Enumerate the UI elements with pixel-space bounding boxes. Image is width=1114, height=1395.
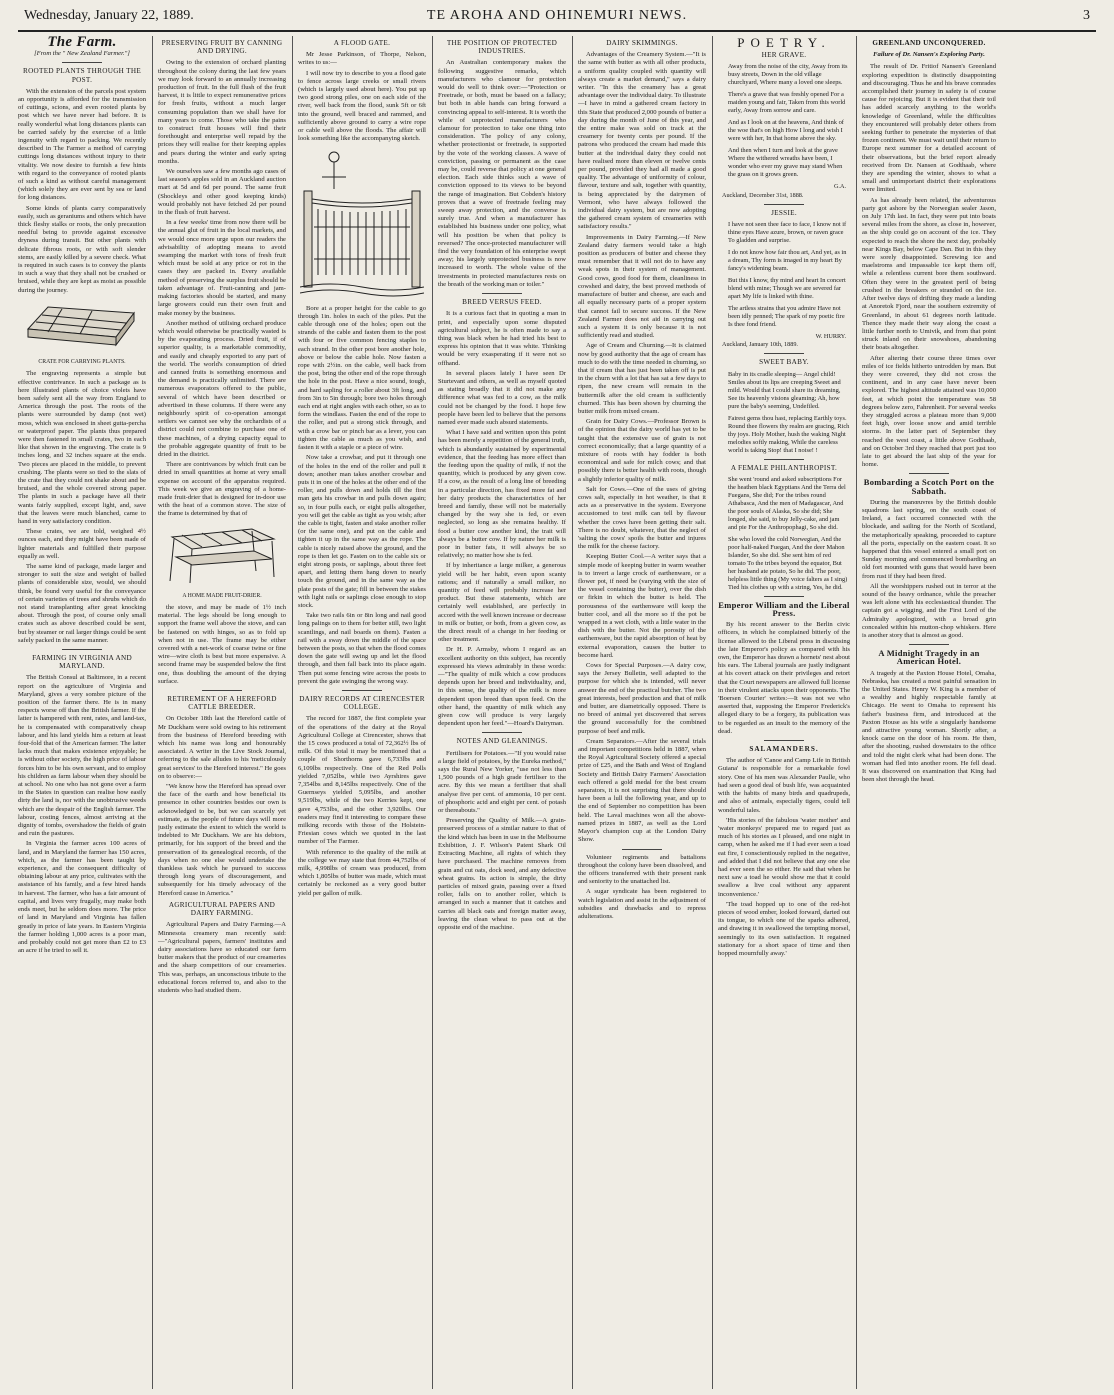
article-paragraph: The same kind of package, made larger and stronger to suit the size and weight of balled plants of considerable size, would, we should think, be found very useful for the conveyance of certain varieties of trees and shrubs which do not stand transplanting after great knocking about. Through the post, of course only small crates such as above described could be sent, but by steamer or rail larger things could be sent safely packed in the same manner. — [18, 562, 146, 644]
article-paragraph: I will now try to describe to you a flood gate to fence across large creeks or small rivers (which is largely used about here). You put up two good strong piles, one on each side of the river, well back from the flood, sunk 5ft or 6ft into the ground, well braced and rammed, and sufficiently above ground to carry a wire rope or cable well above the floods. The affair will look something like the accompanying sketch. — [298, 69, 426, 143]
poem-stanza: She went 'round and asked subscriptions For the heathen black Egyptians And the Terra del Fuegans, She did; For the tribes round Athabasca, And the men of Madagascar, And the poor souls of Alaska, So she did; She longed, she said, to buy Jelly-cake, and jam and pie For the Anthropophagi, So she did. — [728, 475, 846, 531]
divider — [909, 473, 949, 474]
article-paragraph: If by inheritance a large milker, a generous yield will be her habit, even upon scanty rations; and if naturally a small milker, no quantity of feed will probably increase her product. But these statements, which are certainly well established, are perfectly in accord with the well known increase or decrease in milk or butter, or both, from a given cow, as the direct result of a change in her feeding or other treatment. — [438, 562, 566, 644]
column-rule — [856, 36, 857, 1389]
fruit-drier-drawing — [162, 523, 282, 585]
poem-signature: G.A. — [833, 183, 846, 191]
poem-title: SWEET BABY. — [759, 358, 809, 367]
poem-stanza: There's a grave that was freshly opened For a maiden young and fair, Taken from this world early, Away from sorrow and care. — [728, 91, 846, 115]
page-number: 3 — [1083, 8, 1090, 23]
poem-stanza: Baby in its cradle sleeping— Angel child! Smiles about its lips are creeping Sweet and mild. Would that I could share its dreaming, See its heavenly visions gleaming; Ah, how pure the baby's seeming, Undefiled. — [728, 370, 841, 410]
article-paragraph: Owing to the extension of orchard planting throughout the colony during the last few years we may look forward to an annually increasing production of fruit. In the full flush of the fruit harvest, it is little to expect remunerative prices for fresh fruits, without a much larger consuming population than we shall have for many years to come. Those who take the pains to construct fruit houses will find their forethought and enterprise well repaid by the prices they will realise for their keeping apples and pears during the winter and early spring months. — [158, 59, 286, 165]
poem-stanza: And then when I turn and look at the grave Where the withered wreaths have been, I wonder who ever my grave may stand When the grass on it grows green. — [728, 147, 843, 179]
poem-stanza: The artless strains that you admire Have not been idly penned; The spark of my poetic fire Is thee fond friend. — [728, 305, 845, 329]
divider — [764, 596, 804, 597]
article-paragraph: Bore at a proper height for the cable to go through 1in. holes in each of the piles. Put the cable through one of the holes; open out the strands of the cable and fasten them to the post with four or five common fencing staples to each strand. In the other post bore another hole, above or below the cable hole. Now fasten a rope with 2½in. on the cable, well back from the post, bring the other end of the rope through the hole in the post. Have a nice sound, tough, and hard sapling for a roller about 3ft long, and from 3in to 5in through; bore two holes through each end at right angles with each other, so as to form the windlass. Fasten the end of the rope to the roller, and put a strong stick through, and with a crow bar or pinch bar as a lever, you can tighten the cable as much as you wish, and fasten it with a staple or a piece of wire. — [298, 304, 426, 452]
article-paragraph: A sugar syndicate has been registered to watch legislation and assist in the adjustment of subsidies and drawbacks and to repress adulterations. — [578, 888, 706, 920]
article-title: GREENLAND UNCONQUERED. — [872, 39, 986, 47]
column-rule — [432, 36, 433, 1389]
article-title: THE POSITION OF PROTECTED INDUSTRIES. — [446, 39, 558, 56]
poem-title: HER GRAVE. — [761, 51, 807, 60]
article-title: A FLOOD GATE. — [333, 39, 391, 47]
article-title: ROOTED PLANTS THROUGH THE POST. — [22, 67, 142, 84]
article-paragraph: Fertilisers for Potatoes.—"If you would raise a large field of potatoes, by the Eureka method," says the Rural New Yorker, "use not less than 1,500 pounds of a high grade fertiliser to the acre. By this we mean a fertiliser that shall analyse five per cent. of ammonia, 10 per cent. of phosphoric acid and eight per cent. of potash or thereabouts." — [438, 749, 566, 815]
article-title: RETIREMENT OF A HEREFORD CATTLE BREEDER. — [167, 695, 277, 712]
poem-stanza: Fairest gems thou hast, replacing Earthly toys. Round thee flowers thy realm are gracing, Rich thy joys. Holy Mother, hush the waking Night melodies softly making, While the careless world is taking Stop! that I noise! ! — [728, 414, 850, 454]
divider — [482, 293, 522, 294]
divider — [482, 732, 522, 733]
poem-dateline: Auckland, January 10th, 1889. — [722, 341, 798, 349]
article-paragraph: A tragedy at the Paxton House Hotel, Omaha, Nebraska, has created a most painful sensation in the United States. Henry W. King is a member of a wealthy and highly respectable family at Chicago. He went to Omaha to represent his father's business firm, and introduced at the Paxton House as his wife a singularly handsome and attractive young woman. Shortly after, a knock came on the door of his room. He then, after the shooting, rushed downstairs to the office and told the night clerk what had been done. The woman had fled into another room. He fell dead. It was discovered on examination that King had been shot through the head. — [862, 669, 996, 784]
poem-stanza: And as I look on at the heavens, And think of the woe that's on high How I long and wish I were with her, In that home above the sky. — [728, 119, 844, 143]
poem-title: A FEMALE PHILANTHROPIST. — [730, 463, 838, 472]
divider — [764, 353, 804, 354]
article-paragraph: The engraving represents a simple but effective contrivance. In such a package as is here illustrated plants of choice violets have been safely sent all the way from England to America through the post. The roots of the plants were surrounded by damp (not wet) moss, which was enclosed in sheet gutta-percha or waterproof paper. The plants thus prepared were then fastened in small crates, two in each like that shown in the engraving. The crate is 9 inches long, and 32 inches square at the ends. Two pieces are placed in the middle, to prevent crushing. The plants were so tied to the slats of the crate that they could not shake about and be bruised, and the whole covered strong paper. The plants in such a package have all their wants fairly supplied, except light, and, save that the leaves were much blanched, came to hand in very satisfactory condition. — [18, 370, 146, 525]
poem-stanza: I do not know how fair thou art, And yet, as in a dream, Thy form is imaged in my heart By fancy's widening beam. — [728, 249, 847, 273]
column-4 — [438, 36, 566, 1389]
poem — [718, 476, 850, 592]
article-paragraph: Another method of utilising orchard produce which would otherwise be practically wasted is by the evaporating process. Dried fruit, if of superior quality, is a marketable commodity, and easily and cheaply exported to any part of the world. The world's consumption of dried and canned fruits is something enormous and the demand is practically unlimited. There are numerous evaporators offered to the public, several of which have been described or advertised in these columns. If there were any neighbourly spirit of co-operation amongst settlers we cannot see why the orchardists of a district could not combine to purchase one of these machines, of a drying capacity equal to the probable aggregate quantity of fruit to be dried in the district. — [158, 319, 286, 458]
section-source: [From the " New Zealand Farmer."] — [34, 50, 130, 58]
article-paragraph: 'His stories of the fabulous 'water mother' and 'water monkeys' prepared me to regard just as much of his stories as I pleased, and one night in camp, when he asked me if I had ever seen a toad eat fire, I conscientiously replied in the negative, and added that I did not believe that any one else had ever seen the so either. He said that when he next saw a toad he would show me that it could swallow a live coal without any apparent inconvenience.' — [718, 816, 850, 898]
article-paragraph: Preserving the Quality of Milk.—A grain-preserved process of a similar nature to that of the kind which has been in use in the Melbourne Exhibition, J. F. Wilson's Patent Shark Oil Extracting Machine, all rights of which they have purchased. The machine removes from grain and cut oats, dock seed, and any defective wheat grains. Its action is simple, the dirty particles of mixed grain, passing over a fixed roller, falls on to another roller, which is arranged in such a manner that it catches and carries all black oats and foreign matter away, leaving the clean wheat to pass out at the opposite end of the machine. — [438, 817, 566, 931]
divider — [62, 649, 102, 650]
issue-date: Wednesday, January 22, 1889. — [24, 8, 194, 23]
article-title: A Midnight Tragedy in an American Hotel. — [878, 648, 980, 667]
article-title: PRESERVING FRUIT BY CANNING AND DRYING. — [161, 39, 283, 56]
column-5 — [578, 36, 706, 1389]
poem-stanza: I have not seen thee face to face, I know not if thine eyes Have azure, brown, or raven grace To gladden and surprise. — [728, 221, 847, 245]
poem-title: JESSIE. — [771, 208, 797, 217]
figure-caption: CRATE FOR CARRYING PLANTS. — [38, 359, 126, 366]
article-paragraph: Dr H. P. Armsby, whom I regard as an excellent authority on this subject, has recently expressed his views admirably in these words:—"The quality of milk which a cow produces depends upon her breed and individuality, and, in this sense, the quality of the milk is more dependent upon breed than upon feed. On the other hand, the quantity of milk which any given cow will produce is very largely dependent upon her feed."—Hoard's Dairyman. — [438, 646, 566, 728]
column-2 — [158, 36, 286, 1389]
divider — [909, 644, 949, 645]
article-paragraph: The result of Dr. Fritiof Nansen's Greenland exploring expedition is distinctly disappointing and discouraging. Thus he and his brave comrades accomplished their journey in safety is of course cause for rejoicing. But it is evident that their toil has added scarcely anything to the world's knowledge of Greenland, while the difficulties they encountered will probably deter others from seeking further to penetrate the mysteries of that frozen continent. We must wait until their return to Europe next summer for a detailed account of their observations, but the brief report already received from Dr. Nansen at Godthaab, where they are spending the winter, shows to what a small and unimportant district their explorations were limited. — [862, 63, 996, 194]
article-paragraph: There are contrivances by which fruit can be dried in small quantities at home at very small expense on account of the apparatus required. This week we give an engraving of a home-made fruit-drier that is designed for in-door use with the heat of a common stove. The size of the frame is determined by that of — [158, 461, 286, 518]
article-paragraph: Salt for Cows.—One of the uses of giving cows salt, especially in hot weather, is that it acts as a preservative in the system. Everyone accustomed to test milk can tell by flavour whether the cows have been getting their salt. There is no doubt, whatever, that the neglect of 'salting the cows' spoils the butter and injures the milk for the cheese factory. — [578, 485, 706, 551]
poem-signature: W. HURRY. — [815, 333, 846, 341]
article-paragraph: Keeping Butter Cool.—A writer says that a simple mode of keeping butter in warm weather is to invert a large crock of earthenware, or a flower pot, if need be (varying with the size of the vessel containing the butter), over the dish or firkin in which the butter is held. The porousness of the earthenware will keep the butter cool, and all the more so if the pot be wrapped in a wet cloth, with a little water in the dish with the butter. Not the porosity of the earthenware, but the rapid absorption of heat by external evaporation, causes the butter to become hard. — [578, 553, 706, 659]
poem — [718, 371, 850, 455]
poem — [718, 63, 850, 179]
flood-gate-drawing — [300, 147, 424, 297]
fruit-drier-illustration — [158, 523, 286, 588]
newspaper-title: TE AROHA AND OHINEMURI NEWS. — [426, 8, 688, 23]
article-paragraph: In Virginia the farmer acres 100 acres of land, and in Maryland the farmer has 150 acres, which, as the farmer has been taught by experience, and the consequent difficulty of obtaining labour at any price, cultivates with the assistance of his family, and a few hired hands in harvest. The farmer, who has a fair amount of capital, and lives very frugally, may make both ends meet, but he seldom does more. The price of land in Maryland and Virginia has fallen greatly in price of late years. In Eastern Virginia the farmer holding 1,000 acres is a poor man, and probably could not get more than £2 to £3 an acre if he tried to sell it. — [18, 840, 146, 955]
article-paragraph: What I have said and written upon this point has been merely a repetition of the general truth, which is abundantly sustained by experimental evidence, that the feeding has more effect than the feeding upon the quality of milk, if not the quantity, which is produced by any given cow. If a cow, as the result of a long line of breeding in a particular direction, has fixed more fat and her dairy products the characteristics of her breed and family, these will not be materially changed by the way she is fed, or even neglected, so long as she remains healthy. If food a butter cow another kind, the trait will always be a butter cow. If by nature her milk is poor in butter fats, it will always be so relatively; no matter how she is fed. — [438, 429, 566, 560]
figure-caption: A HOME MADE FRUIT-DRIER. — [182, 592, 262, 599]
article-paragraph: On October 18th last the Hereford cattle of Mr Duckham were sold owing to his retirement from the business of Hereford breeding with which his name was long and honourably associated. A writer in the Live Stock Journal, referring to the sale alludes to his 'meticulously great services' to the Hereford interest." He goes on to observe:— — [158, 715, 286, 780]
article-title: DAIRY SKIMMINGS. — [606, 39, 678, 47]
divider — [764, 204, 804, 205]
column-3 — [298, 36, 426, 1389]
article-paragraph: With reference to the quality of the milk at the college we may state that from 44,752lbs of milk, 4,998lbs of cream was produced, from which 1,805lbs of butter was made, which must certainly be reckoned as a very good butter yield per gallon of milk. — [298, 848, 426, 897]
article-title: NOTES AND GLEANINGS. — [456, 737, 548, 746]
article-title: FARMING IN VIRGINIA AND MARYLAND. — [32, 654, 132, 671]
article-paragraph: As has already been related, the adventurous party got ashore by the Norwegian sealer Jason, on July 17th last. In fact, they were put into boats several miles from the shore, as close in, however, as the ship could go on account of the ice. They expected to reach the shore the next day, probably near Kings Bay, below Cape Dan. But in this they were sorely disappointed. Screwing ice and maelstroms and impassable ice kept them off, while a relentless current bore them southward. Often they were in the greatest peril of being crushed in the breakers or stranded on the ice. After twelve days of drifting they made a landing at Anoretok Fjord, near the southern extremity of Greenland, in about 61 degrees north latitude. Thence they made their way along the coast a little further north to Umivik, and from that point struck inland on their snowshoes, abandoning their boats altogether. — [862, 196, 996, 352]
divider — [764, 740, 804, 741]
column-rule — [152, 36, 153, 1389]
article-paragraph: The record for 1887, the first complete year of the operations of the dairy at the Royal Agricultural College at Cirencester, shows that the 15 cows produced a total of 72,362½ lbs of milk. Of this total it may be mentioned that a couple of Shorthorns gave 6,733lbs and 6,109lbs respectively. One of the Red Polls yielded 7,052lbs, while two Ayrshires gave 7,354lbs and 8,145lbs respectively. One of the Guernseys yielded 5,095lbs, and another 9,519lbs, while of the two Kerries kept, one gave 4,753lbs, and the other 3,920lbs. Our readers may find it interesting to compare these milking records with those of the Holstein-Friesian cows which we quoted in the last number of The Farmer. — [298, 715, 426, 846]
article-paragraph: We ourselves saw a few months ago cases of last season's apples sold in an Auckland auction mart at 5d and 6d per pound. The same fruit (Shockleys and other good keeping kinds) would probably not have fetched 2d per pound in the flush of fruit harvest. — [158, 168, 286, 217]
article-paragraph: These crates, we are told, weighed 4½ ounces each, and they might have been made of lighter materials and fulfilled their purpose equally as well. — [18, 528, 146, 560]
article-paragraph: By his recent answer to the Berlin civic officers, in which he complained bitterly of the license allowed to the Liberal press in discussing the late Emperor's policy as compared with his own, the Emperor has drawn a hornets' nest about his ears. The Liberal journals are justly indignant at his covert attack on their privileges and retort that the Court newspapers are allowed full license in their virulent attacks upon their opponents. The 'Boersen Courier' writes:—It was not we who asserted that, supposing the Emperor Frederick's alleged diary to be a forgery, its publication was to be regarded as an insult to the memory of the dead. — [718, 621, 850, 735]
divider — [202, 690, 242, 691]
article-paragraph: It is a curious fact that in quoting a man in print, and especially upon some disputed agricultural subject, he is often made to say a thing was black when he had tried his best to express his opinion that it was white. Thinking would be very exasperating if it were not so offhand. — [438, 310, 566, 367]
column-rule — [712, 36, 713, 1389]
article-paragraph: An Australian contemporary makes the following suggestive remarks, which manufacturers who clamour for protection would do well to think over:—"Protection or Freetrade, or both, must be based on a fallacy; but both in able hands can bring forward a convincing appeal to self-interest. It is worth the while of unprotected manufacturers who clamour for protection to take one thing into consideration. The policy of any colony, whether protectionist or freetrade, is supported by the vote of the working classes. A wave of conviction, passing or permanent as the case may be, could reverse that policy at one general election. Each side thinks such a wave of conviction opposed to its views to be beyond the range of imagination. But Cobden's history proves that a wave of freetrade feeling may sweep away protection, and the converse is surely true. And when a manufacturer has established his business under one policy, what will his position be when that policy is reversed? The once-protected manufacturer will find the very foundation of his enterprise swept away; his largely unprotected business is now increased to worth. The whole value of the investments in protected manufactures rests on the breath of the working man or toiler." — [438, 59, 566, 288]
article-paragraph: During the manœuvres by the British double squadrons last spring, on the south coast of Ireland, a fact occurred connected with the blockade, and sailing for the North of Scotland, the metaphorically speaking, proceeded to capture all the ports, especially on the eastern coast. It so happened that this vessel entered a small port on Sunday morning and commenced bombarding an old fort mounted with guns that would have been from rust if they had been fired. — [862, 498, 996, 580]
poem — [718, 221, 850, 329]
poem-stanza: But this I know, thy mind and heart In concert blend with mine; Though we are severed far apart My life is linked with thine. — [728, 277, 846, 301]
crate-drawing — [22, 299, 142, 351]
article-title: AGRICULTURAL PAPERS AND DAIRY FARMING. — [168, 900, 276, 918]
article-paragraph: Grain for Dairy Cows.—Professor Brown is of the opinion that the dairy world has yet to be taught that the extensive use of grain is not correct economically; that a large quantity of a mixture of roots with hay fodder is both economical and safe for milch cows; and that possibly there is better health with roots, though a slightly inferior quality of milk. — [578, 418, 706, 483]
article-paragraph: Age of Cream and Churning.—It is claimed now by good authority that the age of cream has much to do with the time needed in churning, so that if cream that has just been taken off is put in the churn with a lot that has sat a few days to ripen, the new cream will remain in the buttermilk after the old cream is sufficiently churned. This has been shown by churning the butter milk from mixed cream. — [578, 342, 706, 415]
poem-stanza: Away from the noise of the city, Away from its busy streets, Down in the old village churchyard, Where many a loved one sleeps. — [728, 63, 848, 87]
article-subtitle: Failure of Dr. Nansen's Exploring Party. — [873, 51, 985, 59]
column-rule — [292, 36, 293, 1389]
article-paragraph: "We know how the Hereford has spread over the face of the earth and how beneficial its presence in other countries besides our own is acknowledged to be, but we can scarcely yet estimate, as the people of future days will more justly estimate the extent to which the world is indebted to Mr Duckham. We are his debtors, primarily, for his support of the breed and the preservation of its genealogical records, of the days when no one else would undertake the thankless task which he pursued to success through long years of discouragement, and subsequently for his timely advocacy of the Hereford cause in America." — [158, 783, 286, 897]
article-title: SALAMANDERS. — [749, 745, 819, 754]
masthead — [18, 8, 1096, 32]
article-paragraph: Improvements in Dairy Farming.—If New Zealand dairy farmers would take a high position as producers of butter and cheese they must remember that it will not do to have any weak spots in their system of management. Good cows, good food for them, cleanliness in cowshed and dairy, the best proved methods of manufacture of butter and cheese, are each and all equally necessary parts of a proper system that cannot fail to secure success. If the New Zealand Farmer does not aid in carrying out such a system it is only because it is not sufficiently read and studied. — [578, 233, 706, 340]
divider — [622, 849, 662, 850]
flood-gate-illustration — [298, 147, 426, 300]
divider — [342, 690, 382, 691]
newspaper-columns — [18, 36, 1096, 1389]
article-paragraph: Take two rails 6in or 8in long and nail good long palings on to them for better still, two light scantlings, and nail boards on them). Fasten a rail with a sway down the middle of the space between the posts, so that when the flood comes down the gate will swing up and let the flood through, and then fall back into its place again. Then put some fencing wire across the posts to prevent the gate swinging the wrong way. — [298, 612, 426, 685]
divider — [764, 459, 804, 460]
article-paragraph: the stove, and may be made of 1½ inch material. The legs should be long enough to support the frame well above the stove, and can be fastened on with hinges, so as to fold up when not in use. The frame may be either covered with a net-work of coarse twine or fine wire—wire cloth is best but more expensive. A second frame may be suspended below the first one, thus doubling the amount of the drying surface. — [158, 603, 286, 685]
article-title: DAIRY RECORDS AT CIRENCESTER COLLEGE. — [299, 694, 425, 712]
article-title: BREED VERSUS FEED. — [462, 298, 542, 307]
article-paragraph: Agricultural Papers and Dairy Farming.—A Minnesota creamery man recently said:—"Agricultural papers, farmers' institutes and dairy associations have so educated our farm butter makers that the product of our creameries and the sharp competitors of our creameries. This was, perhaps, an unconscious tribute to the educational forces referred to, and also to the students who had studied them. — [158, 921, 286, 994]
column-7 — [862, 36, 996, 1389]
article-title: Bombarding a Scotch Port on the Sabbath. — [863, 477, 995, 496]
article-paragraph: Volunteer regiments and battalions throughout the colony have been dissolved, and the officers transferred with their present rank and seniority to the unattached list. — [578, 853, 706, 886]
divider — [62, 62, 102, 63]
article-paragraph: In several places lately I have seen Dr Sturtevant and others, as well as myself quoted as stating broadly that it did not make any difference what was fed to a cow, as the milk could not be changed by the food. I hope few people have been led to believe that the persons named ever made such absurd statements. — [438, 369, 566, 426]
poem-dateline: Auckland, December 31st, 1888. — [722, 191, 804, 199]
article-paragraph: Advantages of the Creamery System.—"It is the same with butter as with all other products, a uniform quality coupled with quantity will always create a market demand," says a dairy writer. "In this the creamery has a great advantage over the individual dairy. To illustrate—I have in mind a gathered cream factory in this State that produced 2,000 pounds of butter a day during the month of June of this year, and the entire make was sold on track at the creamery for twenty cents per pound. If the patrons who produced the cream had made this butter at the individual dairy they could not have realised more than eleven or twelve cents per pound, provided they had all made a good quality. The advantage of uniformity of colour, flavour, texture and salt, together with quantity, is being appreciated by the dairymen of Vermont, who have always followed the individual dairy system, but are now adopting the gathered cream system of creameries with satisfactory results." — [578, 51, 706, 231]
article-paragraph: After altering their course three times over miles of ice fields hitherto untrodden by man. But they were covered, they did not cross the continent, and in any case have never been explored. The highest altitude attained was 10,000 feet, at which point the temperature was 58 degrees below zero, Fahrenheit. For several weeks they struggled across a plateau more than 9,000 feet high, over loose snow and amid terrible storms. In the latter part of September they reached the west coast, a little above Godthaab, and on October 3rd they reached that port just too late to get aboard the last ship of the year for home. — [862, 354, 996, 469]
article-title: Emperor William and the Liberal Press. — [718, 599, 850, 619]
article-paragraph: All the worshippers rushed out in terror at the sound of the heavy ordnance, while the preacher was left alone with his ecclesiastical thunder. The captain got a wigging, and the First Lord of the Admiralty apologized, with a broad grin concealed within his mutton-chop whiskers. Here is another story that is almost as good. — [862, 582, 996, 640]
article-paragraph: In a few weeks' time from now there will be the annual glut of fruit in the local markets, and we would once more urge upon our readers the advisability of adopting means to avoid swamping the market with tons of fresh fruit which must be sold at any price or rot in the cases they are packed in. Every available method of preserving the surplus fruit should be taken advantage of. Fruit-canning and jam-making factories should be started, and many large growers could run their own fruit and make money by the business. — [158, 219, 286, 317]
article-paragraph: Cows for Special Purposes.—A dairy cow, says the Jersey Bulletin, well adapted to the purpose for which she is intended, will never answer the end of the practical butcher. The two great interests, beef production and that of milk and butter, are diametrically opposed. There is no breed of animal yet discovered that serves the ground successfully for the combined purpose of beef and milk. — [578, 662, 706, 735]
column-rule — [572, 36, 573, 1389]
section-title: The Farm. — [47, 36, 117, 50]
column-1 — [18, 36, 146, 1389]
article-paragraph: With the extension of the parcels post system an opportunity is afforded for the transmission of cuttings, scions, and even rooted plants by post which we have never had before. It is really wonderful what long distances plants can be carried safely by the exercise of a little ingenuity with regard to packing. We recently described in The Farmer a method of carrying cuttings long distances without injury to their vitality. We now desire to furnish a few hints with regard to the conveyance of rooted plants of such a kind as without careful management (which solely they are ever sent by sea or land for long distances. — [18, 87, 146, 202]
article-paragraph: Cream Separators.—After the several trials and important competitions held in 1887, when the Royal Agricultural Society offered a special prize of £25, and the Bath and West of England Society and British Dairy Farmers' Association each offered a gold medal for the best cream separators, it is not surprising that there should have been a lull the following year, and up to the end of September no competition has been held. The Laval machines won all the above-named prizes in 1887, as well as the Lord Mayor's champion cup at the London Dairy Show. — [578, 737, 706, 844]
article-paragraph: Some kinds of plants carry comparatively easily, such as geraniums and others which have thick fleshy stalks or roots, the only precaution needful being to provide against excessive dryness during transit. But other plants with delicate fibrous roots, or with soft slender stems, are easily killed by a severe check. What is required in such cases is to convey the plants in such a way that they shall not be crushed or bruised, while they are kept as moist as possible during the journey. — [18, 204, 146, 294]
article-paragraph: 'The toad hopped up to one of the red-hot pieces of wood ember, looked forward, darted out its tongue, to which one of the sparks adhered, and drawing it in swallowed the tempting morsel, seemingly to its own satisfaction. It regained stationary for a short space of time and then hopped mournfully away.' — [718, 900, 850, 957]
article-paragraph: Mr Jesse Parkinson, of Thorpe, Nelson, writes to us:— — [298, 51, 426, 67]
crate-illustration — [18, 299, 146, 354]
article-paragraph: The British Consul at Baltimore, in a recent report on the agriculture of Virginia and Maryland, gives a very sombre picture of the position of the farmer there. He is in many respects worse off than the British farmer. If the latter is hampered with rent, rates, and land-tax, he is compensated with comparatively cheap labour, and his land yields him a return at least four-fold that of the American farmer. The latter lacks much that makes existence enjoyable; he is without other society, the high price of labour forces him to be his own servant, and to employ his children as farm labour when they should be at school. No one who has not gone over a farm in the States in question can realise how easily dirty the land is, nor with the unobtrusive weeds which are the despair of the English farmer. The labour, costing fences, almost arriving at the dignity of tombs, overshadow the fields of grain and ruin the pastures. — [18, 674, 146, 838]
article-paragraph: Now take a crowbar, and put it through one of the holes in the end of the roller and pull it down; another man takes another crowbar and puts it in one of the holes at the other end of the roller, and pulls down and holds till the first man gets his crowbar in and pulls down again; so, in four pulls each, or eight pulls altogether, you will get the cable as tight as you wish; after the cable is tight, fasten and stake another roller (or the same one), and put on the cable and tighten it up in the same way as the rope. The cable is nicely raised above the ground, and the rope is then let go. Fasten on to the cable six or eight strong posts, or saplings, about three feet apart, and letting them hang down to nearly touch the ground, and in the same way as the plate posts of the gate; fill in between the stakes with light rails or saplings close enough to stop stock. — [298, 454, 426, 609]
article-paragraph: The author of 'Canoe and Camp Life in British Guiana' is responsible for a remarkable fowl story. One of his men was Alexander Paulle, who had seen a good deal of bush life, was acquainted with the habits of many birds and quadrupeds, and also of animals, especially tigers, could tell wonderful tales. — [718, 757, 850, 814]
column-6 — [718, 36, 850, 1389]
poetry-title: POETRY. — [737, 36, 831, 50]
poem-stanza: She who loved the cold Norwegian, And the poor half-naked Fuegan, And the deer Mahon Islander, So she did. She sent him of red tomato To the tribes beyond the equator, But her husband ate potato, So he did. The poor, helpless little thing (My voice falters as I sing) Tied his clothes up with a string, Yes, he did. — [728, 535, 848, 591]
